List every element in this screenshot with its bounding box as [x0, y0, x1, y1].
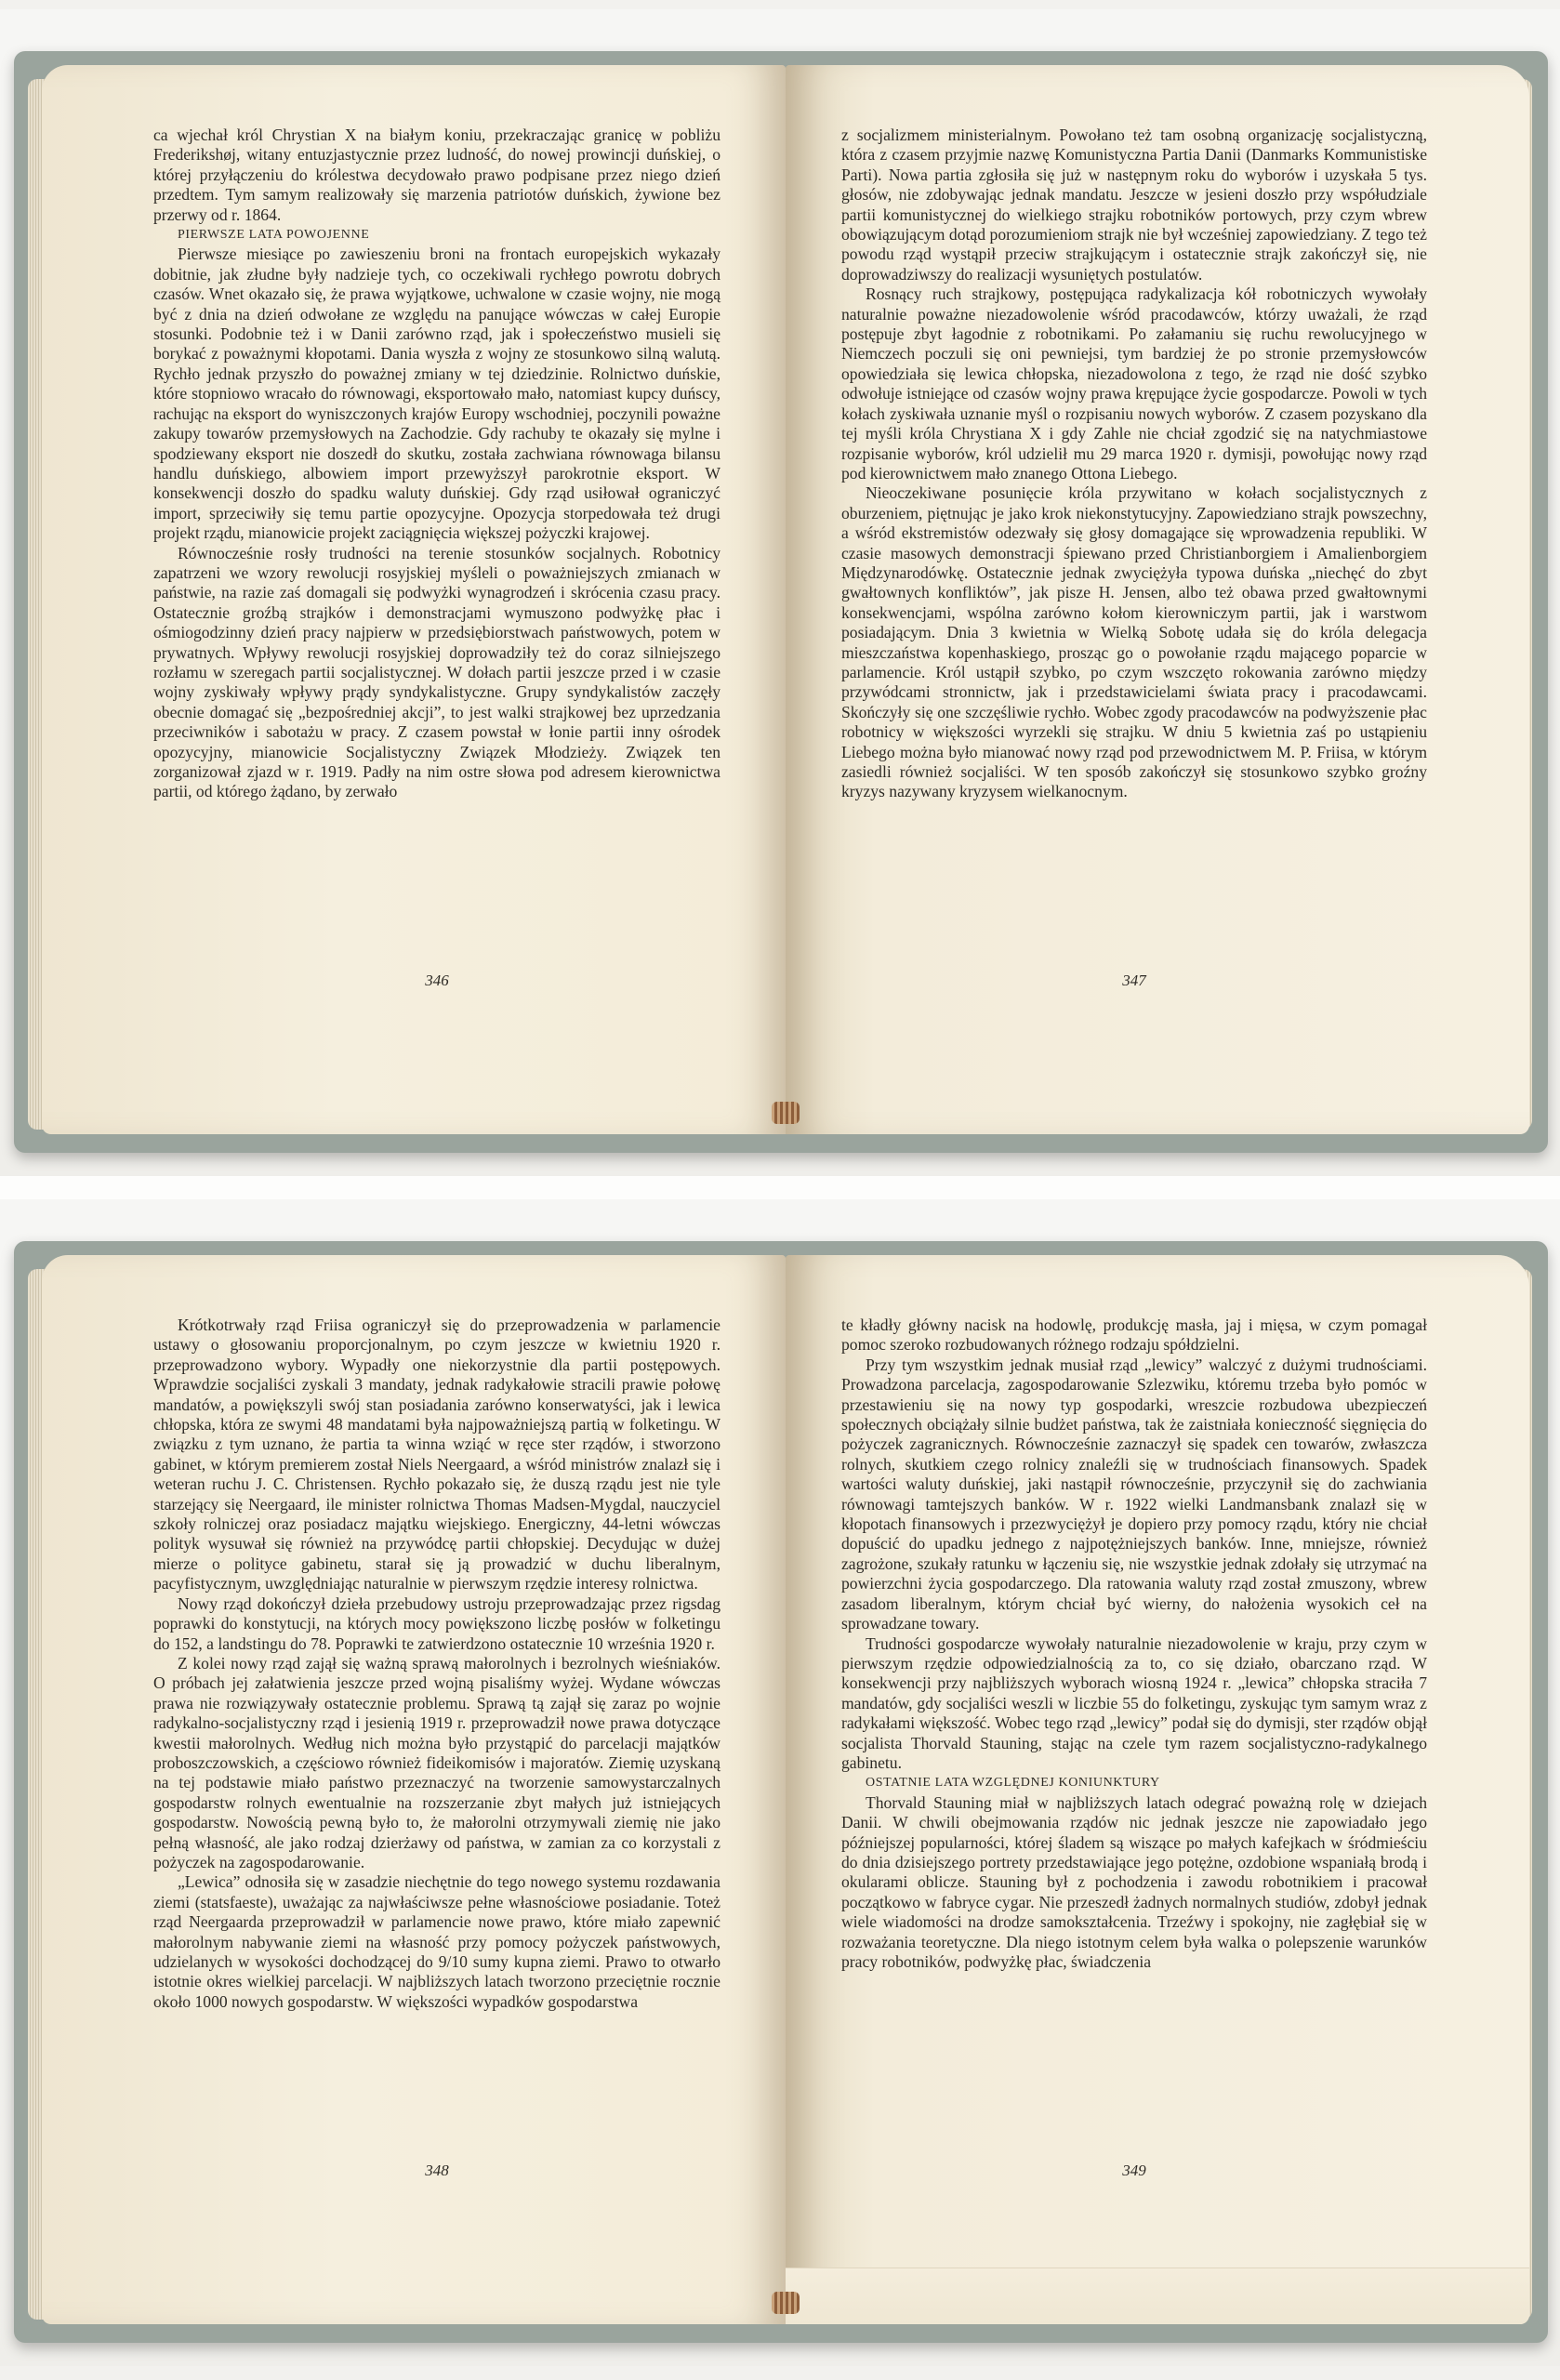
page-body: [153, 1316, 721, 2012]
page-body: [841, 1316, 1427, 1972]
paragraph: „Lewica” odnosiła się w zasadzie niechętnie do tego nowego systemu rozdawania ziemi (statsfaeste), uważając za najwłaściwsze pełne własnościowe posiadanie. Toteż rząd Neergaarda przeprowadził w parlamencie nowe prawo, które miało zapewnić małorolnym nabywanie ziemi na własność przy pomocy pożyczek państwowych, udzielanych w wysokości dochodzącej do 9/10 sumy kupna ziemi. Prawo to otwarło istotnie okres wielkiej parcelacji. W najbliższych latach tworzono przeciętnie rocznie około 1000 nowych gospodarstw. W większości wypadków gospodarstwa: [153, 1872, 721, 2011]
book-spine-headband: [772, 2292, 800, 2314]
section-heading: OSTATNIE LATA WZGLĘDNEJ KONIUNKTURY: [866, 1776, 1160, 1791]
paragraph: Thorvald Stauning miał w najbliższych latach odegrać poważną rolę w dziejach Danii. W chwili obejmowania rządów nic jednak jeszcze nie zapowiadało jego późniejszej popularności, której śladem są wiszące po małych kafejkach w śródmieściu do dnia dzisiejszego portrety przedstawiające jego potężne, ozdobione wspaniałą brodą i okularami oblicze. Stauning był z pochodzenia i zawodu robotnikiem i pracował początkowo w fabryce cygar. Nie przeszedł żadnych normalnych studiów, zdobył jednak wiele wiadomości na drodze samokształcenia. Trzeźwy i spokojny, nie zagłębiał się w rozważania teoretyczne. Dla niego istotnym celem była walka o polepszenie warunków pracy robotników, podwyżkę płac, świadczenia: [841, 1792, 1427, 1971]
paragraph: Nieoczekiwane posunięcie króla przywitano w kołach socjalistycznych z oburzeniem, piętnując je jako krok niekonstytucyjny. Zapowiedziano strajk powszechny, a wśród ekstremistów odezwały się głosy domagające się wprowadzenia republiki. W czasie masowych demonstracji śpiewano przed Christianborgiem i Amalienborgiem Międzynarodówkę. Ostatecznie jednak zwyciężyła typowa duńska „niechęć do zbyt gwałtownych konfliktów”, jak pisze H. Jensen, albo też obawa przed gwałtownymi konsekwencjami, wspólna zarówno kołom kierowniczym partii, jak i warstwom posiadającym. Dnia 3 kwietnia w Wielką Sobotę udała się do króla delegacja mieszczaństwa kopenhaskiego, prosząc go o powołanie rządu mającego poparcie w parlamencie. Król ustąpił szybko, po czym wszczęto rokowania zarówno między przywódcami stronnictw, jak i przedstawicielami świata pracy i pracodawcami. Skończyły się one szczęśliwie rychło. Wobec zgody pracodawców na podwyższenie płac robotnicy w większości wyrzekli się strajku. W dniu 5 kwietnia zaś po ustąpieniu Liebego można było mianować nowy rząd pod przewodnictwem M. P. Friisa, w którym zasiedli również socjaliści. W ten sposób zakończył się stosunkowo szybko groźny kryzys nazywany kryzysem wielkanocnym.: [841, 483, 1427, 801]
section-heading: PIERWSZE LATA POWOJENNE: [178, 228, 370, 243]
paragraph: Przy tym wszystkim jednak musiał rząd „lewicy” walczyć z dużymi trudnościami. Prowadzona parcelacja, zagospodarowanie Szlezwiku, któremu trzeba było pomóc w przestawieniu się na nowy typ gospodarki, wreszcie rozbudowa ubezpieczeń społecznych obciążały silnie budżet państwa, tak że zaistniała konieczność sięgnięcia do pożyczek zagranicznych. Równocześnie zaznaczył się spadek cen towarów, zwłaszcza rolnych, skutkiem czego rolnicy znaleźli się w trudnościach finansowych. Spadek wartości waluty duńskiej, jaki nastąpił równocześnie, przyczynił się do zachwiania równowagi tamtejszych banków. W r. 1922 wielki Landmansbank znalazł się w kłopotach finansowych i przezwyciężył je dopiero przy pomocy rządu, który nie chciał dopuścić do upadku jednego z najpotężniejszych banków. Inne, mniejsze, również zagrożone, szukały ratunku w łączeniu się, nie wszystkie jednak zdołały się utrzymać na powierzchni życia gospodarczego. Dla ratowania waluty rząd został zmuszony, wbrew zasadom liberalnym, którym chciał być wierny, do nałożenia wysokich ceł na sprowadzane towary.: [841, 1355, 1427, 1633]
paragraph: te kładły główny nacisk na hodowlę, produkcję masła, jaj i mięsa, w czym pomagał pomoc szeroko rozbudowanych różnego rodzaju spółdzielni.: [841, 1316, 1427, 1355]
photo-spread-2: [0, 1199, 1560, 2366]
paragraph: Rosnący ruch strajkowy, postępująca radykalizacja kół robotniczych wywołały naturalnie poważne niezadowolenie wśród pracodawców, którzy uważali, że rząd postępuje zbyt łagodnie z robotnikami. Po załamaniu się ruchu rewolucyjnego w Niemczech poczuli się oni pewniejsi, tym bardziej że po stronie przemysłowców opowiedziała się lewica chłopska, niezadowolona z tego, że rząd nie dość szybko odwołuje istniejące od czasów wojny prawa krępujące życie gospodarcze. Powoli w tych kołach zyskiwała uznanie myśl o rozpisaniu nowych wyborów. Z czasem pozyskano dla tej myśli króla Chrystiana X i gdy Zahle nie chciał zgodzić się na natychmiastowe rozpisanie wyborów, król udzielił mu 29 marca 1920 r. dymisji, powołując nowy rząd pod kierownictwem mało znanego Ottona Liebego.: [841, 284, 1427, 483]
page-346: [42, 65, 786, 1134]
page-number: 346: [425, 972, 449, 989]
page-number: 347: [1122, 972, 1146, 989]
paragraph: Nowy rząd dokończył dzieła przebudowy ustroju przeprowadzając przez rigsdag poprawki do konstytucji, na których mocy powiększono liczbę posłów w folketingu do 152, a landstingu do 78. Poprawki te zatwierdzono ostatecznie 10 września 1920 r.: [153, 1593, 721, 1653]
page-347: [786, 65, 1529, 1134]
book-spine-headband: [772, 1102, 800, 1124]
page-body: [153, 126, 721, 802]
paragraph: Równocześnie rosły trudności na terenie stosunków socjalnych. Robotnicy zapatrzeni we wzory rewolucji rosyjskiej myśleli o poważniejszych zmianach w państwie, na razie zaś domagali się podwyżki wynagrodzeń i skrócenia czasu pracy. Ostatecznie groźbą strajków i demonstracjami wymuszono podwyżkę płac i ośmiogodzinny dzień pracy najpierw w przedsiębiorstwach państwowych, potem w prywatnych. Wpływy rewolucji rosyjskiej doprowadziły też do coraz silniejszego rozłamu w szeregach partii socjalistycznej. W dołach partii jeszcze przed i w czasie wojny zyskiwały wpływy prądy syndykalistyczne. Grupy syndykalistów zaczęły obecnie domagać się „bezpośredniej akcji”, to jest walki strajkowej bez uprzedzania przeciwników i sabotażu w pracy. Z czasem powstał w łonie partii inny ośrodek opozycyjny, mianowicie Socjalistyczny Związek Młodzieży. Związek ten zorganizował zjazd w r. 1919. Padły na nim ostre słowa pod adresem kierownictwa partii, od którego żądano, by zerwało: [153, 543, 721, 801]
paragraph: Z kolei nowy rząd zajął się ważną sprawą małorolnych i bezrolnych wieśniaków. O próbach jej załatwienia jeszcze przed wojną pisaliśmy wyżej. Wydane wówczas prawa nie rozwiązywały ostatecznie problemu. Sprawą tą zajął się zaraz po wojnie radykalno-socjalistyczny rząd i jesienią 1919 r. przeprowadził nowe prawa dotyczące kwestii małorolnych. Według nich można było przystąpić do parcelacji majątków proboszczowskich, a częściowo również fideikomisów i majoratów. Ziemię uzyskaną na tej podstawie miało państwo przeznaczyć na tworzenie samowystarczalnych gospodarstw rolnych ewentualnie na rozszerzanie zbyt małych już istniejących gospodarstw. Nowością pewną było to, że małorolni otrzymywali ziemię nie jako pełną własność, ale jako rodzaj dzierżawy od państwa, w zamian za co korzystali z pożyczek na zagospodarowanie.: [153, 1653, 721, 1871]
page-number: 349: [1122, 2162, 1146, 2179]
torn-page-corner: [786, 2268, 1529, 2324]
page-348: [42, 1255, 786, 2324]
paragraph: Pierwsze miesiące po zawieszeniu broni na frontach europejskich wykazały dobitnie, jak złudne były nadzieje tych, co oczekiwali rychłego powrotu dobrych czasów. Wnet okazało się, że prawa wyjątkowe, uchwalone w czasie wojny, nie mogą być z dnia na dzień odwołane ze względu na panujące wówczas w całej Europie stosunki. Podobnie też i w Danii zarówno rząd, jak i społeczeństwo musieli się borykać z poważnymi kłopotami. Dania wyszła z wojny ze stosunkowo silną walutą. Rychło jednak przyszło do poważnej zmiany w tej dziedzinie. Rolnictwo duńskie, które stopniowo wracało do równowagi, eksportowało mało, natomiast kupcy duńscy, rachując na eksport do wyniszczonych krajów Europy wschodniej, poczynili poważne zakupy towarów przemysłowych na Zachodzie. Gdy rachuby te okazały się mylne i spodziewany eksport nie doszedł do skutku, została zachwiana równowaga bilansu handlu duńskiego, albowiem import przewyższył parokrotnie eksport. W konsekwencji doszło do spadku waluty duńskiej. Gdy rząd usiłował ograniczyć import, sprzeciwiły się temu partie opozycyjne. Opozycja storpedowała też drugi projekt rządu, mianowicie projekt zaciągnięcia większej pożyczki krajowej.: [153, 245, 721, 543]
page-349: [786, 1255, 1529, 2324]
paragraph: Krótkotrwały rząd Friisa ograniczył się do przeprowadzenia w parlamencie ustawy o głosowaniu proporcjonalnym, po czym jeszcze w kwietniu 1920 r. przeprowadzono wybory. Wypadły one niekorzystnie dla partii postępowych. Wprawdzie socjaliści zyskali 3 mandaty, jednak radykałowie stracili prawie połowę mandatów, a powiększyli swój stan posiadania zarówno konserwatyści, jak i lewica chłopska, która ze swymi 48 mandatami była najpoważniejszą partią w folketingu. W związku z tym uznano, że partia ta winna wziąć w ręce ster rządów, i stworzono gabinet, w którym premierem został Niels Neergaard, a wśród ministrów znalazł się i weteran ruchu J. C. Christensen. Rychło pokazało się, że duszą rządu jest nie tyle starzejący się Neergaard, ile minister rolnictwa Thomas Madsen-Mygdal, nauczyciel szkoły rolniczej oraz posiadacz majątku wiejskiego. Energiczny, 44-letni wówczas polityk wysuwał się również na przywódcę partii chłopskiej. Decydując w dużej mierze o polityce gabinetu, starał się ją prowadzić w duchu liberalnym, pacyfistycznym, uwzględniając naturalnie w pierwszym rzędzie interesy rolnictwa.: [153, 1316, 721, 1593]
paragraph: ca wjechał król Chrystian X na białym koniu, przekraczając granicę w pobliżu Frederikshøj, witany entuzjastycznie przez ludność, do nowej prowincji duńskiej, o której przyłączeniu do królestwa decydowało prawo podpisane przez niego dzień przedtem. Tym samym realizowały się marzenia patriotów duńskich, żywione bez przerwy od r. 1864.: [153, 126, 721, 224]
photo-spread-1: [0, 9, 1560, 1176]
page-body: [841, 126, 1427, 802]
page-number: 348: [425, 2162, 449, 2179]
paragraph: z socjalizmem ministerialnym. Powołano też tam osobną organizację socjalistyczną, która z czasem przyjmie nazwę Komunistyczna Partia Danii (Danmarks Kommunistiske Parti). Nowa partia zgłosiła się już w następnym roku do wyborów i uzyskała 5 tys. głosów, nie zdobywając jednak mandatu. Jeszcze w jesieni doszło przy współudziale partii komunistycznej do wielkiego strajku robotników portowych, przy czym wbrew obowiązującym dotąd porozumieniom strajk nie był wcześniej zapowiedziany. Z tego też powodu rząd wystąpił przeciw strajkującym i ostatecznie strajk zakończył się, nie doprowadziwszy do realizacji wysuniętych postulatów.: [841, 126, 1427, 284]
photo-divider: [0, 1176, 1560, 1199]
paragraph: Trudności gospodarcze wywołały naturalnie niezadowolenie w kraju, przy czym w pierwszym rzędzie odpowiedzialnością za to, co się działo, obarczano rząd. W konsekwencji przy najbliższych wyborach wiosną 1924 r. „lewica” chłopska straciła 7 mandatów, gdy socjaliści weszli w liczbie 55 do folketingu, zyskując tym samym wraz z radykałami większość. Wobec tego rząd „lewicy” podał się do dymisji, ster rządów objął socjalista Thorvald Stauning, stając na czele tym razem socjalistyczno-radykalnego gabinetu.: [841, 1633, 1427, 1772]
